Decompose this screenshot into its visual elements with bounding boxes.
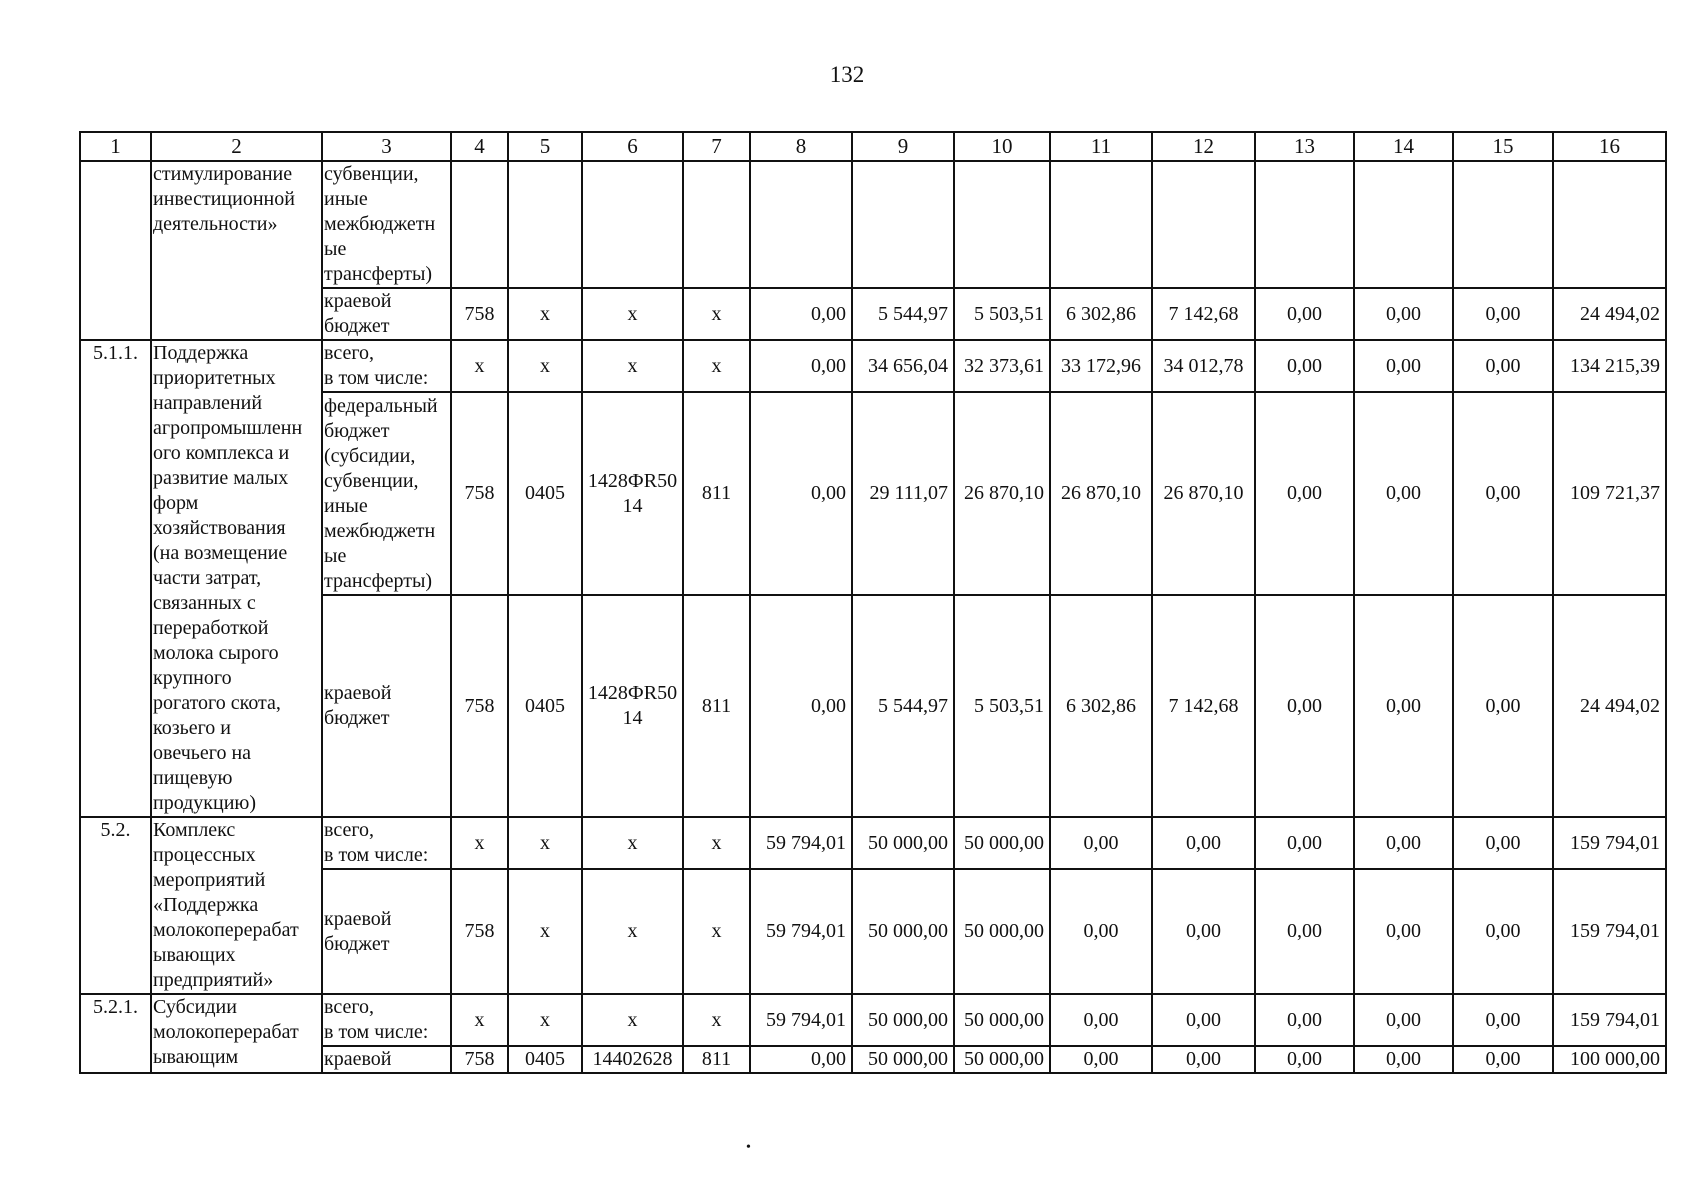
cell-col-14: 0,00 (1354, 817, 1453, 869)
column-header: 15 (1453, 132, 1553, 161)
cell-col-11: 26 870,10 (1050, 392, 1152, 595)
cell-col-15: 0,00 (1453, 340, 1553, 392)
budget-table (79, 131, 1667, 1074)
cell-col-9: 5 544,97 (852, 288, 954, 340)
cell-col-14: 0,00 (1354, 994, 1453, 1046)
cell-col-14: 0,00 (1354, 869, 1453, 994)
cell-col-6: 1428ФR50 14 (582, 595, 683, 817)
cell-col-16: 159 794,01 (1553, 994, 1666, 1046)
column-header: 12 (1152, 132, 1255, 161)
cell-col-5: х (508, 994, 582, 1046)
table-row (80, 817, 1666, 869)
cell-col-15: 0,00 (1453, 817, 1553, 869)
cell-col-14: 0,00 (1354, 392, 1453, 595)
cell-col-13: 0,00 (1255, 340, 1354, 392)
column-header-row (80, 132, 1666, 161)
cell-col-12: 0,00 (1152, 994, 1255, 1046)
table-row (80, 161, 1666, 288)
cell-col-13: 0,00 (1255, 817, 1354, 869)
cell-col-8 (750, 161, 852, 288)
cell-col-12: 34 012,78 (1152, 340, 1255, 392)
cell-col-16: 159 794,01 (1553, 869, 1666, 994)
table-row (80, 340, 1666, 392)
cell-col-5: 0405 (508, 595, 582, 817)
cell-col-11 (1050, 161, 1152, 288)
cell-col-12: 0,00 (1152, 1046, 1255, 1073)
cell-col-7: х (683, 869, 750, 994)
cell-col-15: 0,00 (1453, 288, 1553, 340)
cell-col-5: 0405 (508, 392, 582, 595)
cell-col-16: 159 794,01 (1553, 817, 1666, 869)
cell-col-12: 26 870,10 (1152, 392, 1255, 595)
column-header: 16 (1553, 132, 1666, 161)
cell-col-16: 109 721,37 (1553, 392, 1666, 595)
cell-col-15: 0,00 (1453, 1046, 1553, 1073)
cell-col-8: 0,00 (750, 1046, 852, 1073)
funding-source: субвенции, иные межбюджетн ые трансферты) (322, 161, 451, 288)
cell-col-9 (852, 161, 954, 288)
cell-col-14: 0,00 (1354, 340, 1453, 392)
column-header: 9 (852, 132, 954, 161)
cell-col-5: х (508, 869, 582, 994)
cell-col-14 (1354, 161, 1453, 288)
funding-source: всего, в том числе: (322, 340, 451, 392)
row-number: 5.2. (80, 817, 151, 994)
cell-col-15 (1453, 161, 1553, 288)
cell-col-4: 758 (451, 595, 508, 817)
measure-name: Поддержка приоритетных направлений агропромышленн ого комплекса и развитие малых форм хозяйствования (на возмещение части затрат, связанных с переработкой молока сырого крупного рогатого скота, козьего и овечьего на пищевую продукцию) (151, 340, 322, 817)
cell-col-9: 5 544,97 (852, 595, 954, 817)
cell-col-7: 811 (683, 595, 750, 817)
cell-col-8: 59 794,01 (750, 817, 852, 869)
cell-col-10: 50 000,00 (954, 1046, 1050, 1073)
funding-source: федеральный бюджет (субсидии, субвенции, иные межбюджетн ые трансферты) (322, 392, 451, 595)
cell-col-7: х (683, 994, 750, 1046)
cell-col-4: 758 (451, 1046, 508, 1073)
page-mark: • (746, 1140, 751, 1155)
cell-col-12 (1152, 161, 1255, 288)
cell-col-13: 0,00 (1255, 1046, 1354, 1073)
cell-col-5: х (508, 340, 582, 392)
column-header: 11 (1050, 132, 1152, 161)
cell-col-8: 0,00 (750, 392, 852, 595)
cell-col-7: х (683, 817, 750, 869)
cell-col-15: 0,00 (1453, 595, 1553, 817)
cell-col-6: х (582, 817, 683, 869)
cell-col-7: х (683, 288, 750, 340)
page-number: 132 (829, 62, 865, 87)
cell-col-4: х (451, 994, 508, 1046)
cell-col-11: 6 302,86 (1050, 595, 1152, 817)
cell-col-10: 50 000,00 (954, 869, 1050, 994)
measure-name: Субсидии молокоперерабат ывающим (151, 994, 322, 1073)
column-header: 14 (1354, 132, 1453, 161)
cell-col-16: 100 000,00 (1553, 1046, 1666, 1073)
cell-col-15: 0,00 (1453, 869, 1553, 994)
cell-col-6: х (582, 994, 683, 1046)
row-number: 5.2.1. (80, 994, 151, 1073)
cell-col-8: 0,00 (750, 288, 852, 340)
cell-col-10: 5 503,51 (954, 288, 1050, 340)
cell-col-14: 0,00 (1354, 595, 1453, 817)
cell-col-11: 0,00 (1050, 869, 1152, 994)
cell-col-9: 29 111,07 (852, 392, 954, 595)
cell-col-9: 34 656,04 (852, 340, 954, 392)
cell-col-14: 0,00 (1354, 288, 1453, 340)
cell-col-12: 7 142,68 (1152, 288, 1255, 340)
cell-col-6: х (582, 340, 683, 392)
cell-col-5: х (508, 817, 582, 869)
cell-col-10 (954, 161, 1050, 288)
cell-col-16: 134 215,39 (1553, 340, 1666, 392)
row-number (80, 161, 151, 340)
measure-name: Комплекс процессных мероприятий «Поддержка молокоперерабат ывающих предприятий» (151, 817, 322, 994)
cell-col-10: 5 503,51 (954, 595, 1050, 817)
cell-col-12: 0,00 (1152, 869, 1255, 994)
cell-col-12: 7 142,68 (1152, 595, 1255, 817)
cell-col-16: 24 494,02 (1553, 595, 1666, 817)
cell-col-13: 0,00 (1255, 392, 1354, 595)
cell-col-13 (1255, 161, 1354, 288)
column-header: 6 (582, 132, 683, 161)
cell-col-4 (451, 161, 508, 288)
table-row (80, 994, 1666, 1046)
cell-col-5: 0405 (508, 1046, 582, 1073)
measure-name: стимулирование инвестиционной деятельности» (151, 161, 322, 340)
cell-col-15: 0,00 (1453, 392, 1553, 595)
row-number: 5.1.1. (80, 340, 151, 817)
cell-col-9: 50 000,00 (852, 994, 954, 1046)
column-header: 3 (322, 132, 451, 161)
cell-col-4: х (451, 340, 508, 392)
funding-source: краевой (322, 1046, 451, 1073)
cell-col-6: х (582, 869, 683, 994)
cell-col-16 (1553, 161, 1666, 288)
column-header: 7 (683, 132, 750, 161)
cell-col-11: 0,00 (1050, 817, 1152, 869)
cell-col-11: 6 302,86 (1050, 288, 1152, 340)
cell-col-8: 59 794,01 (750, 869, 852, 994)
cell-col-16: 24 494,02 (1553, 288, 1666, 340)
cell-col-13: 0,00 (1255, 994, 1354, 1046)
cell-col-4: х (451, 817, 508, 869)
cell-col-5: х (508, 288, 582, 340)
cell-col-11: 0,00 (1050, 994, 1152, 1046)
cell-col-11: 0,00 (1050, 1046, 1152, 1073)
cell-col-7: 811 (683, 1046, 750, 1073)
cell-col-6: х (582, 288, 683, 340)
column-header: 8 (750, 132, 852, 161)
column-header: 4 (451, 132, 508, 161)
funding-source: всего, в том числе: (322, 817, 451, 869)
cell-col-12: 0,00 (1152, 817, 1255, 869)
cell-col-7: х (683, 340, 750, 392)
cell-col-8: 59 794,01 (750, 994, 852, 1046)
cell-col-13: 0,00 (1255, 595, 1354, 817)
cell-col-10: 26 870,10 (954, 392, 1050, 595)
cell-col-4: 758 (451, 288, 508, 340)
funding-source: краевой бюджет (322, 595, 451, 817)
cell-col-8: 0,00 (750, 595, 852, 817)
cell-col-13: 0,00 (1255, 869, 1354, 994)
cell-col-10: 50 000,00 (954, 994, 1050, 1046)
funding-source: краевой бюджет (322, 288, 451, 340)
cell-col-6: 14402628 (582, 1046, 683, 1073)
column-header: 13 (1255, 132, 1354, 161)
cell-col-7 (683, 161, 750, 288)
funding-source: краевой бюджет (322, 869, 451, 994)
cell-col-10: 32 373,61 (954, 340, 1050, 392)
cell-col-9: 50 000,00 (852, 817, 954, 869)
column-header: 5 (508, 132, 582, 161)
cell-col-6 (582, 161, 683, 288)
cell-col-4: 758 (451, 869, 508, 994)
cell-col-6: 1428ФR50 14 (582, 392, 683, 595)
cell-col-11: 33 172,96 (1050, 340, 1152, 392)
cell-col-5 (508, 161, 582, 288)
column-header: 1 (80, 132, 151, 161)
column-header: 10 (954, 132, 1050, 161)
cell-col-4: 758 (451, 392, 508, 595)
cell-col-15: 0,00 (1453, 994, 1553, 1046)
cell-col-8: 0,00 (750, 340, 852, 392)
cell-col-14: 0,00 (1354, 1046, 1453, 1073)
cell-col-9: 50 000,00 (852, 1046, 954, 1073)
funding-source: всего, в том числе: (322, 994, 451, 1046)
column-header: 2 (151, 132, 322, 161)
cell-col-9: 50 000,00 (852, 869, 954, 994)
cell-col-10: 50 000,00 (954, 817, 1050, 869)
cell-col-13: 0,00 (1255, 288, 1354, 340)
cell-col-7: 811 (683, 392, 750, 595)
